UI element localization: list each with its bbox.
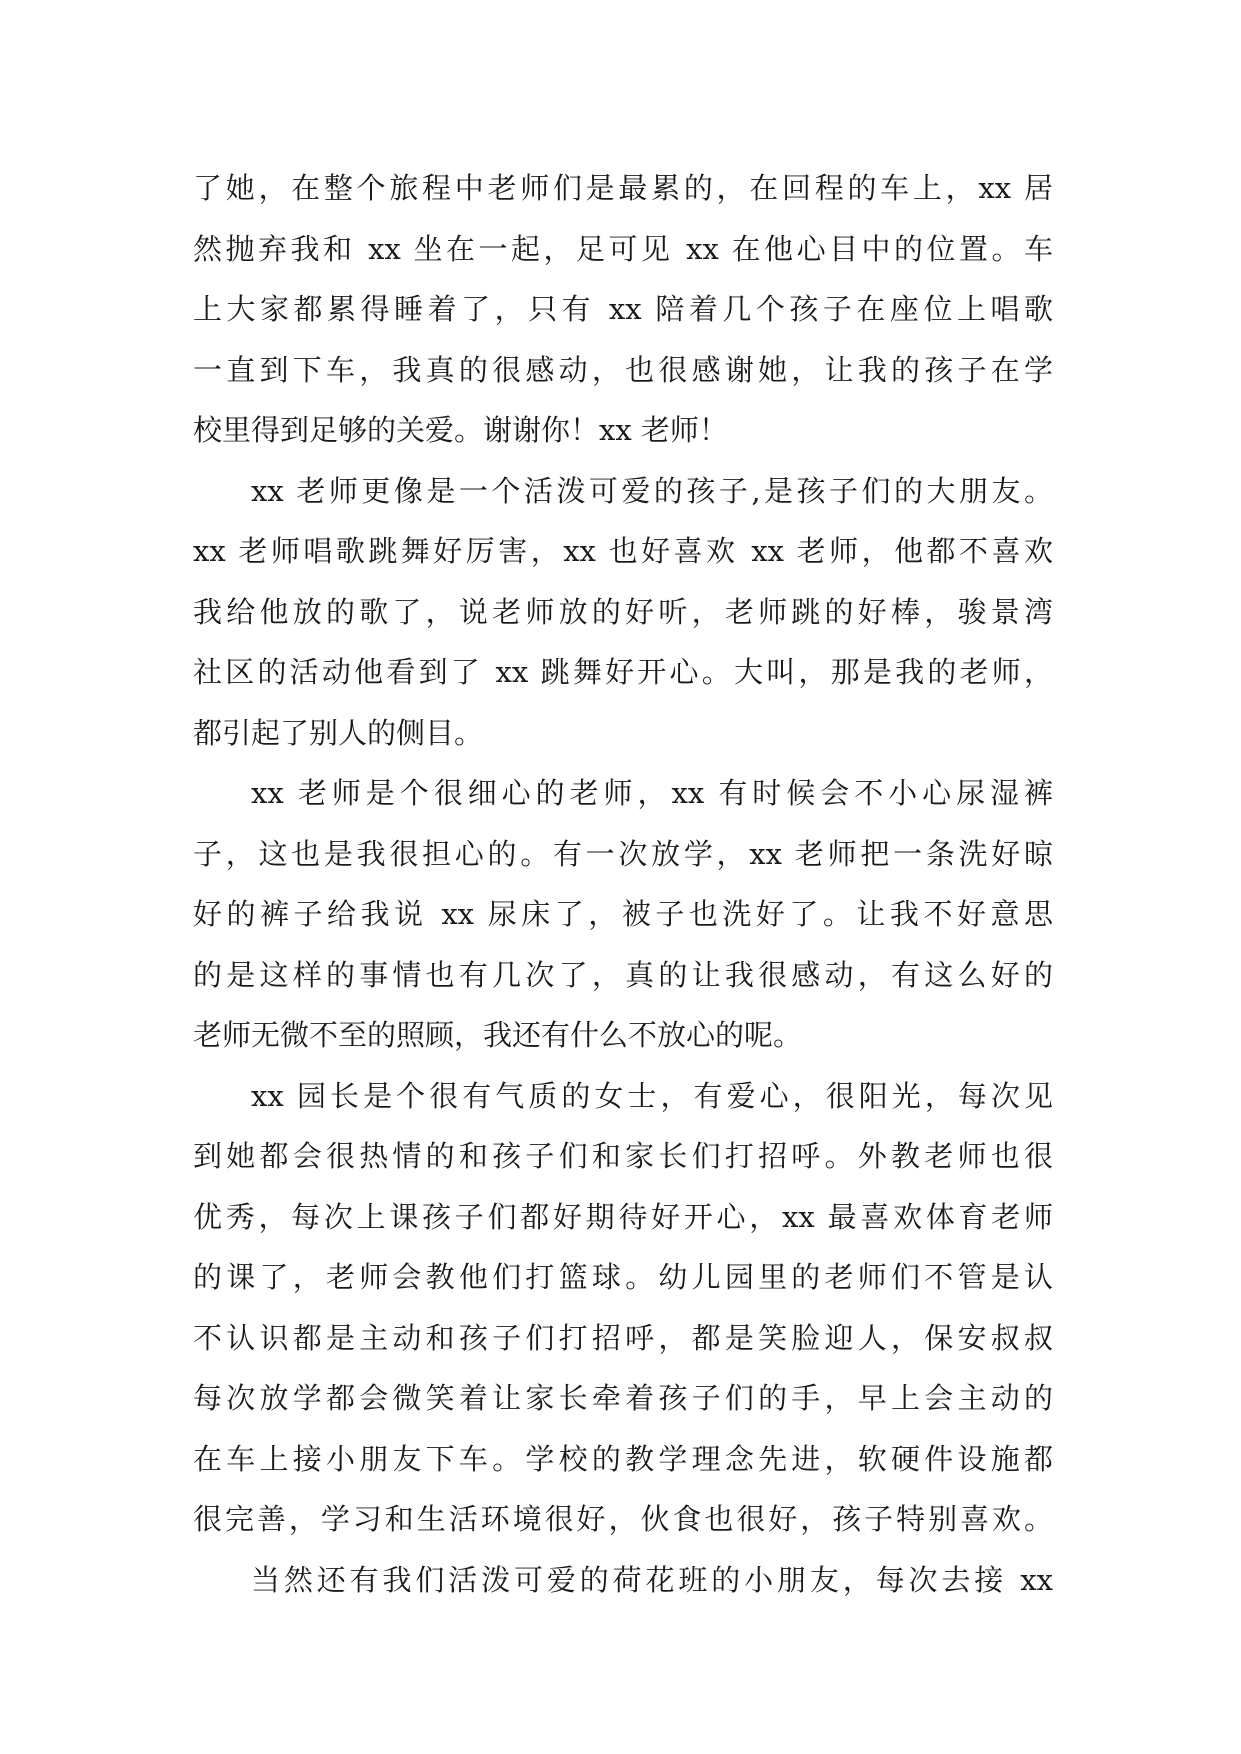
text-line: 在车上接小朋友下车。学校的教学理念先进，软硬件设施都 — [193, 1441, 1053, 1476]
text-line: 了她，在整个旅程中老师们是最累的，在回程的车上，xx 居 — [193, 171, 1053, 205]
text-line: 很完善，学习和生活环境很好，伙食也很好，孩子特别喜欢。 — [193, 1502, 1053, 1536]
text-line: 不认识都是主动和孩子们打招呼，都是笑脸迎人，保安叔叔 — [193, 1320, 1053, 1355]
text-line: 然抛弃我和 xx 坐在一起，足可见 xx 在他心目中的位置。车 — [193, 231, 1053, 266]
document-body — [193, 158, 1053, 1610]
text-line: xx 老师唱歌跳舞好厉害，xx 也好喜欢 xx 老师，他都不喜欢 — [193, 534, 1053, 568]
text-line: 好的裤子给我说 xx 尿床了，被子也洗好了。让我不好意思 — [193, 897, 1053, 931]
text-line: xx 老师更像是一个活泼可爱的孩子,是孩子们的大朋友。 — [251, 473, 1053, 508]
text-line: 优秀，每次上课孩子们都好期待好开心，xx 最喜欢体育老师 — [193, 1199, 1053, 1234]
text-line: 的是这样的事情也有几次了，真的让我很感动，有这么好的 — [193, 957, 1053, 992]
text-line: 到她都会很热情的和孩子们和家长们打招呼。外教老师也很 — [193, 1139, 1053, 1173]
text-line: xx 园长是个很有气质的女士，有爱心，很阳光，每次见 — [251, 1078, 1053, 1113]
text-line: 子，这也是我很担心的。有一次放学，xx 老师把一条洗好晾 — [193, 836, 1053, 871]
text-line: 当然还有我们活泼可爱的荷花班的小朋友，每次去接 xx — [251, 1562, 1053, 1597]
text-line: 校里得到足够的关爱。谢谢你！xx 老师！ — [193, 413, 728, 447]
text-line: 我给他放的歌了，说老师放的好听，老师跳的好棒，骏景湾 — [193, 594, 1053, 629]
text-line: 社区的活动他看到了 xx 跳舞好开心。大叫，那是我的老师， — [193, 655, 1053, 689]
text-line: 每次放学都会微笑着让家长牵着孩子们的手，早上会主动的 — [193, 1381, 1053, 1415]
text-line: 的课了，老师会教他们打篮球。幼儿园里的老师们不管是认 — [193, 1260, 1053, 1294]
text-line: 老师无微不至的照顾，我还有什么不放心的呢。 — [193, 1018, 803, 1052]
text-line: 一直到下车，我真的很感动，也很感谢她，让我的孩子在学 — [193, 352, 1053, 387]
text-line: 都引起了别人的侧目。 — [193, 715, 484, 750]
text-line: xx 老师是个很细心的老师，xx 有时候会不小心尿湿裤 — [251, 776, 1053, 810]
text-line: 上大家都累得睡着了，只有 xx 陪着几个孩子在座位上唱歌 — [193, 292, 1053, 326]
